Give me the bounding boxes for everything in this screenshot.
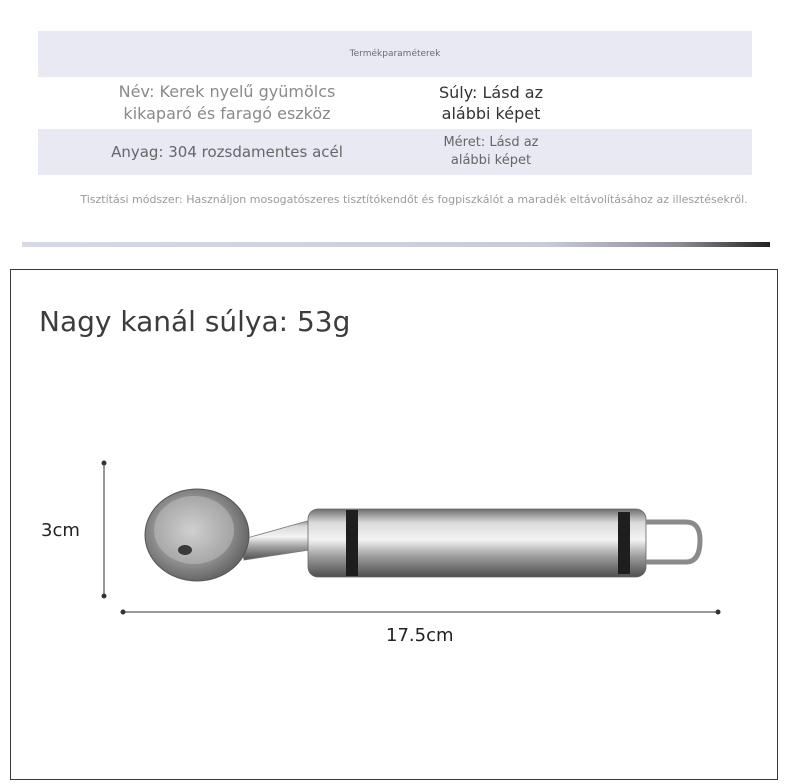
cleaning-method: Tisztítási módszer: Használjon mosogatószeres tisztítókendőt és fogpiszkálót a maradék eltávolításához az illesztésekről. bbox=[80, 193, 748, 206]
spoon-handle bbox=[308, 509, 700, 577]
weight-cell: Súly: Lásd az alábbi képet bbox=[438, 83, 544, 123]
length-label: 17.5cm bbox=[386, 625, 454, 646]
spoon-bowl bbox=[145, 489, 249, 581]
height-dimension bbox=[102, 461, 107, 599]
name-cell: Név: Kerek nyelű gyümölcs kikaparó és faragó eszköz bbox=[118, 82, 336, 123]
size-cell: Méret: Lásd az alábbi képet bbox=[443, 135, 539, 168]
length-dimension bbox=[121, 610, 721, 615]
material-cell: Anyag: 304 rozsdamentes acél bbox=[111, 143, 343, 161]
spoon-weight-title: Nagy kanál súlya: 53g bbox=[39, 305, 351, 338]
height-label: 3cm bbox=[41, 520, 80, 541]
params-header: Termékparaméterek bbox=[38, 31, 752, 77]
